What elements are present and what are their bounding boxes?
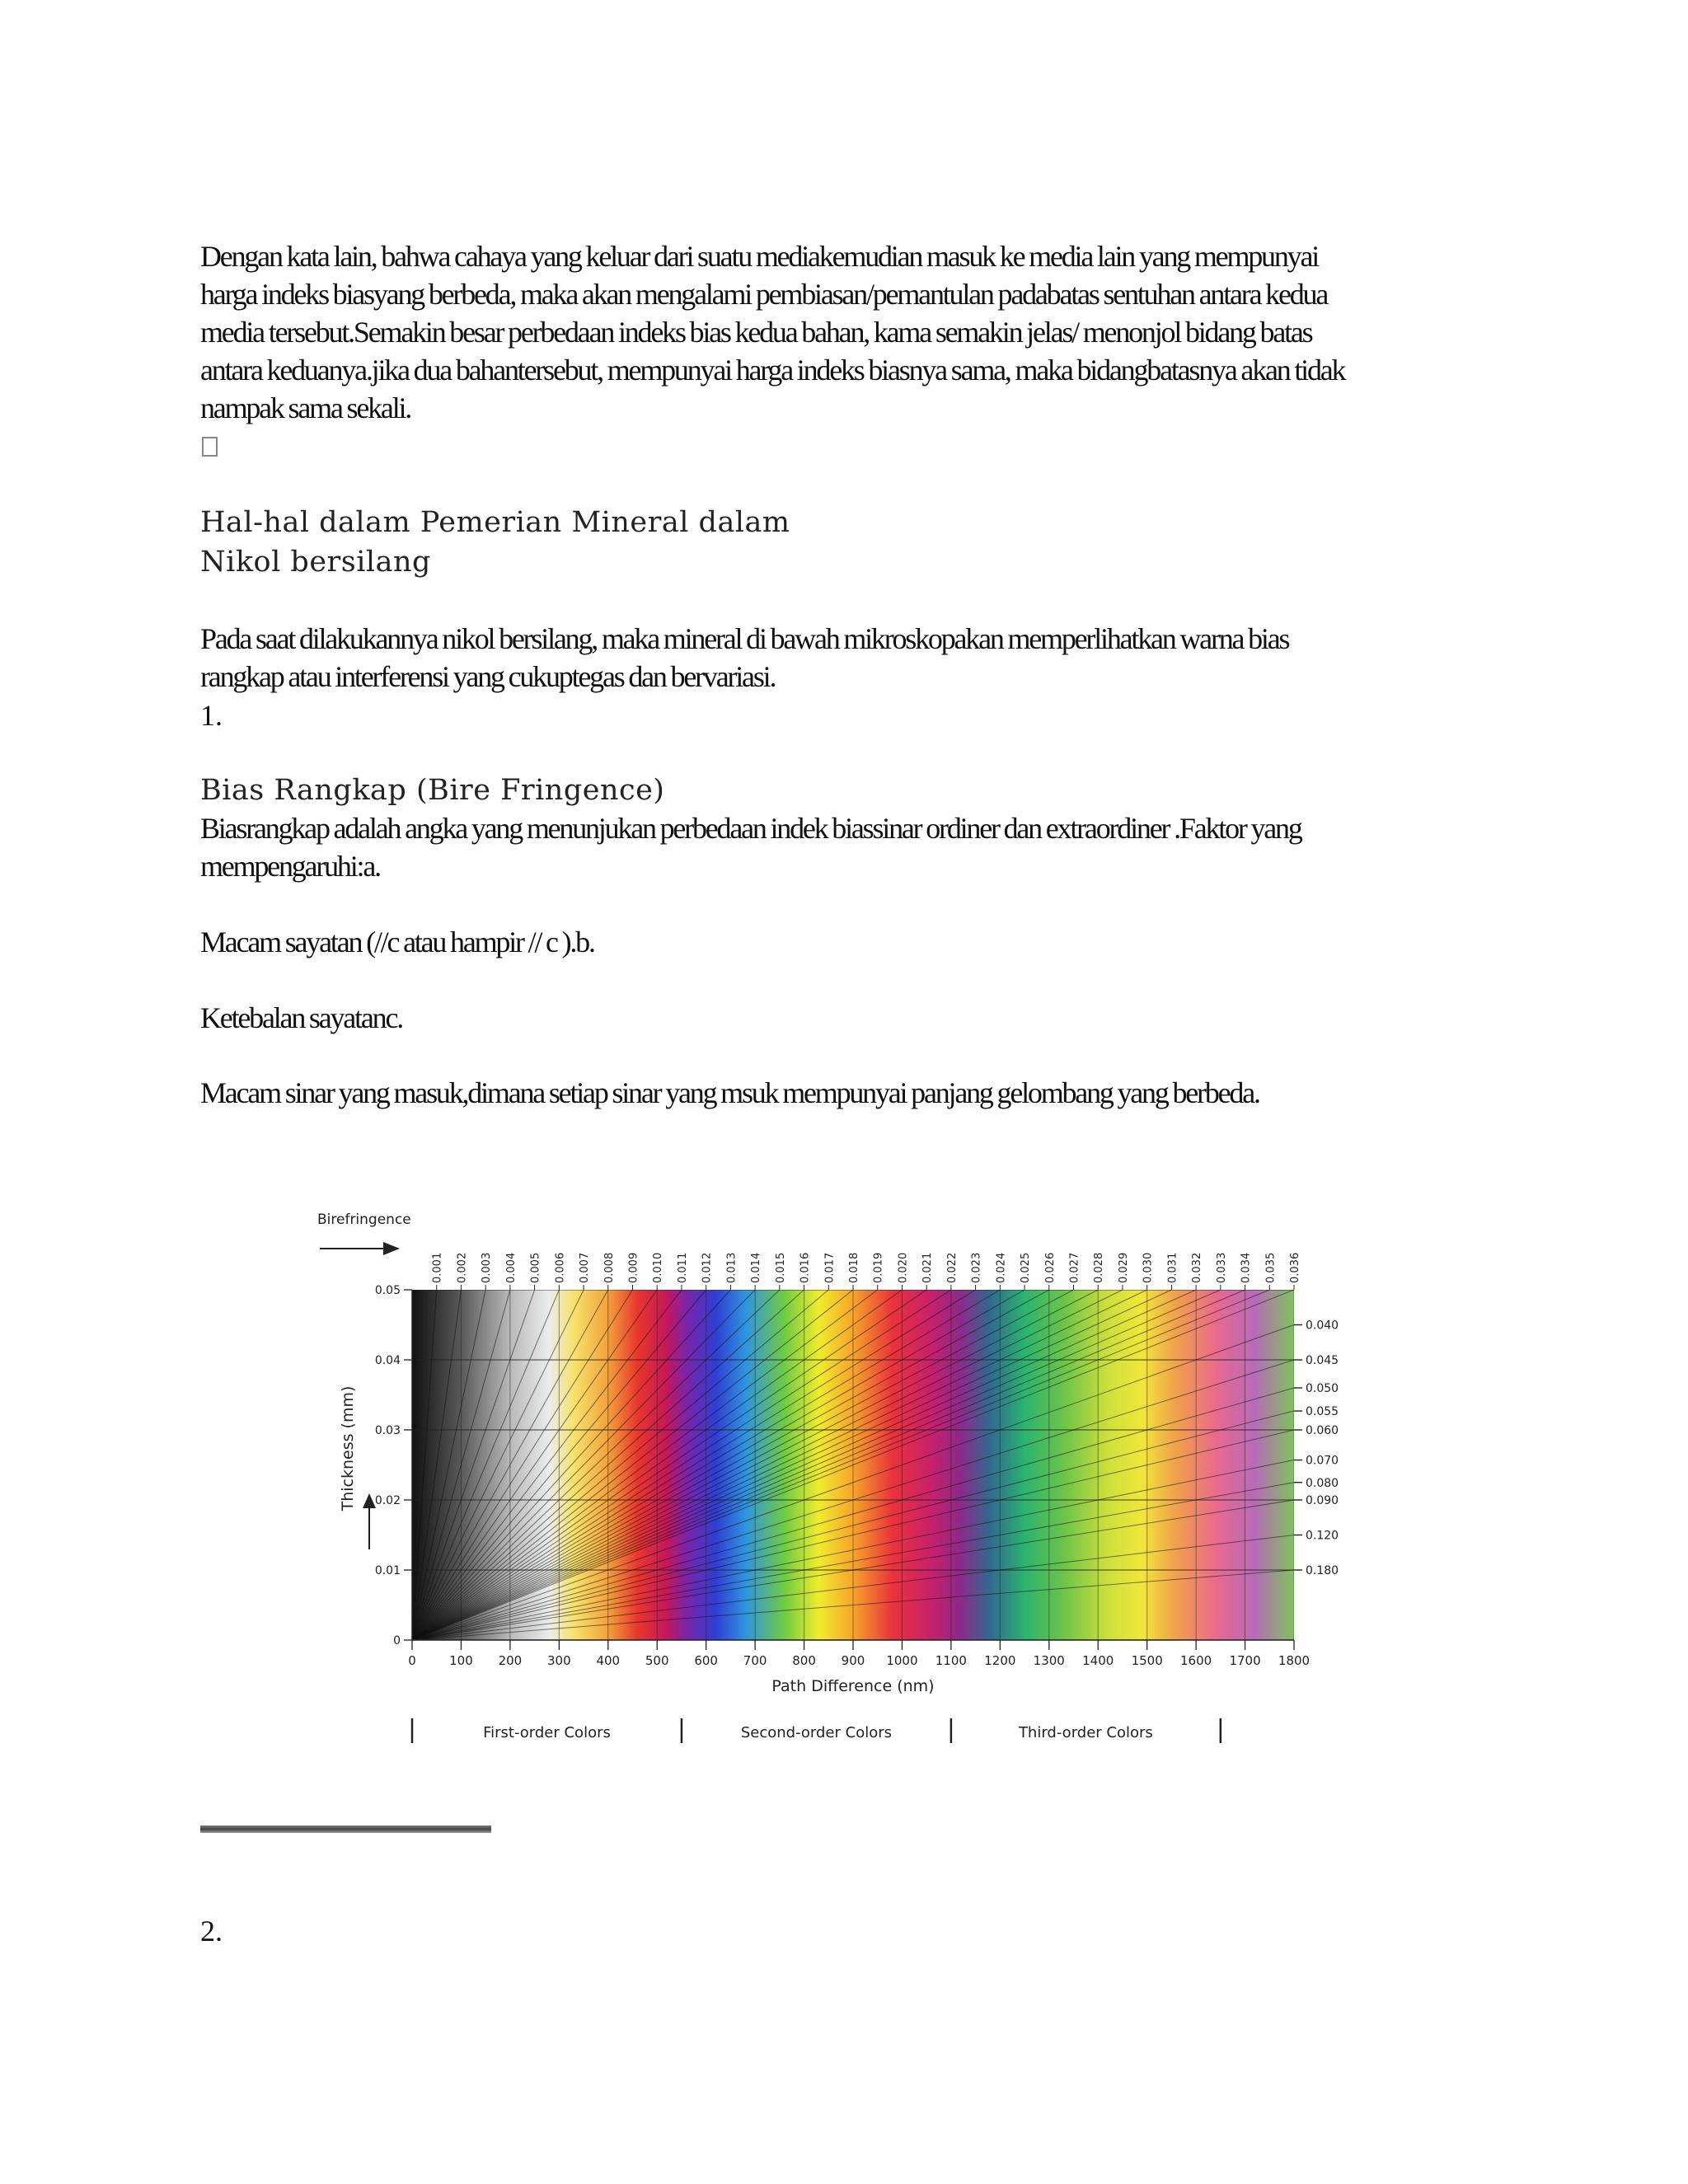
birefringence-top-label: 0.035: [1264, 1252, 1278, 1283]
x-tick-label: 1600: [1180, 1653, 1212, 1668]
birefringence-top-label: 0.001: [431, 1252, 444, 1283]
x-tick-label: 1500: [1131, 1653, 1163, 1668]
birefringence-top-label: 0.023: [970, 1252, 983, 1283]
birefringence-top-label: 0.022: [945, 1252, 959, 1283]
birefringence-top-label: 0.029: [1117, 1252, 1130, 1283]
birefringence-top-label: 0.014: [750, 1252, 763, 1283]
birefringence-right-label: 0.060: [1306, 1424, 1339, 1437]
birefringence-top-label: 0.020: [897, 1252, 910, 1283]
horizontal-rule: [200, 1825, 491, 1833]
x-tick-label: 1000: [886, 1653, 918, 1668]
paragraph-line: antara keduanya.jika dua bahantersebut, mempunyai harga indeks biasnya sama, maka bidangbatasnya akan tidak: [200, 354, 1345, 387]
x-tick-label: 1800: [1278, 1653, 1311, 1668]
y-tick-label: 0.02: [374, 1494, 401, 1507]
paragraph-line: nampak sama sekali.: [200, 391, 411, 424]
x-tick-label: 400: [596, 1653, 621, 1668]
section-heading-birefringence: Bias Rangkap (Bire Fringence): [200, 774, 665, 807]
birefringence-top-label: 0.019: [872, 1252, 885, 1283]
birefringence-top-label: 0.032: [1191, 1252, 1204, 1283]
birefringence-top-label: 0.012: [701, 1252, 714, 1283]
birefringence-top-label: 0.031: [1166, 1252, 1179, 1283]
x-tick-label: 100: [449, 1653, 473, 1668]
birefringence-top-label: 0.021: [921, 1252, 935, 1283]
y-tick-label: 0.04: [374, 1354, 401, 1367]
y-tick-label: 0.05: [374, 1284, 401, 1297]
paragraph-birefringence: [200, 809, 1486, 885]
paragraph-refraction: [200, 237, 1486, 427]
paragraph-factor-cut: Macam sayatan (//c atau hampir // c ).b.: [200, 926, 594, 958]
birefringence-top-label: 0.017: [823, 1252, 837, 1283]
y-tick-label: 0.01: [374, 1564, 401, 1577]
birefringence-top-label: 0.027: [1068, 1252, 1081, 1283]
paragraph-crossed-nicol: [200, 620, 1486, 696]
x-tick-label: 1700: [1229, 1653, 1261, 1668]
paragraph-line: rangkap atau interferensi yang cukuptegas dan bervariasi.: [200, 660, 776, 693]
heading-line: Nikol bersilang: [200, 546, 431, 579]
x-axis-label: Path Difference (nm): [771, 1677, 935, 1695]
birefringence-top-label: 0.011: [676, 1252, 689, 1283]
birefringence-top-label: 0.003: [481, 1252, 494, 1283]
y-axis-label: Thickness (mm): [339, 1385, 357, 1511]
birefringence-top-label: 0.002: [456, 1252, 469, 1283]
birefringence-top-label: 0.013: [725, 1252, 738, 1283]
x-tick-label: 200: [498, 1653, 523, 1668]
birefringence-top-label: 0.033: [1215, 1252, 1228, 1283]
birefringence-title: Birefringence: [317, 1212, 411, 1228]
birefringence-right-label: 0.080: [1306, 1476, 1339, 1490]
birefringence-right-label: 0.040: [1306, 1319, 1339, 1333]
birefringence-top-label: 0.009: [627, 1252, 640, 1283]
paragraph-line: Dengan kata lain, bahwa cahaya yang keluar dari suatu mediakemudian masuk ke media lain yang mempunyai: [200, 240, 1319, 273]
x-tick-label: 600: [694, 1653, 718, 1668]
birefringence-right-label: 0.055: [1306, 1405, 1339, 1419]
birefringence-top-label: 0.005: [529, 1252, 542, 1283]
birefringence-right-label: 0.090: [1306, 1494, 1339, 1507]
x-tick-label: 1300: [1033, 1653, 1065, 1668]
paragraph-line: harga indeks biasyang berbeda, maka akan mengalami pembiasan/pemantulan padabatas sentuhan antara kedua: [200, 278, 1328, 311]
y-tick-label: 0.03: [374, 1424, 401, 1437]
chart-svg: [305, 1137, 1401, 1805]
birefringence-top-label: 0.034: [1240, 1252, 1253, 1283]
x-tick-label: 1100: [935, 1653, 967, 1668]
birefringence-top-label: 0.006: [554, 1252, 567, 1283]
birefringence-top-label: 0.016: [799, 1252, 812, 1283]
birefringence-right-label: 0.070: [1306, 1454, 1339, 1468]
order-label: First-order Colors: [483, 1724, 611, 1741]
x-tick-label: 300: [547, 1653, 571, 1668]
up-arrow-head-icon: [363, 1493, 376, 1508]
birefringence-right-label: 0.120: [1306, 1529, 1339, 1543]
michel-levy-chart: [305, 1137, 1401, 1805]
order-label: Second-order Colors: [740, 1724, 893, 1741]
x-tick-label: 1200: [984, 1653, 1016, 1668]
birefringence-right-label: 0.180: [1306, 1564, 1339, 1577]
birefringence-top-label: 0.024: [995, 1252, 1008, 1283]
right-arrow-head-icon: [383, 1242, 400, 1255]
birefringence-top-label: 0.026: [1043, 1252, 1057, 1283]
x-tick-label: 900: [841, 1653, 865, 1668]
heading-line: Hal-hal dalam Pemerian Mineral dalam: [200, 506, 790, 539]
birefringence-right-label: 0.050: [1306, 1382, 1339, 1395]
birefringence-top-label: 0.036: [1289, 1252, 1301, 1283]
paragraph-factor-light: Macam sinar yang masuk,dimana setiap sinar yang msuk mempunyai panjang gelombang yang berbeda.: [200, 1076, 1259, 1109]
birefringence-top-label: 0.025: [1020, 1252, 1033, 1283]
list-number-2: 2.: [200, 1915, 223, 1947]
birefringence-top-label: 0.004: [504, 1252, 518, 1283]
x-tick-label: 1400: [1082, 1653, 1114, 1668]
list-number-1: 1.: [200, 699, 223, 732]
order-label: Third-order Colors: [1018, 1724, 1153, 1741]
paragraph-line: Pada saat dilakukannya nikol bersilang, maka mineral di bawah mikroskopakan memperlihatkan warna bias: [200, 622, 1289, 655]
x-tick-label: 700: [743, 1653, 767, 1668]
x-tick-label: 0: [408, 1653, 416, 1668]
birefringence-top-label: 0.015: [774, 1252, 787, 1283]
paragraph-line: mempengaruhi:a.: [200, 850, 380, 883]
birefringence-right-label: 0.045: [1306, 1354, 1339, 1367]
paragraph-line: Biasrangkap adalah angka yang menunjukan perbedaan indek biassinar ordiner dan extraordiner .Faktor yang: [200, 812, 1301, 845]
x-tick-label: 500: [645, 1653, 669, 1668]
section-heading-mineral: [200, 503, 1354, 582]
birefringence-top-label: 0.010: [652, 1252, 665, 1283]
birefringence-top-label: 0.018: [848, 1252, 860, 1283]
birefringence-top-label: 0.007: [579, 1252, 592, 1283]
paragraph-line: media tersebut.Semakin besar perbedaan indeks bias kedua bahan, kama semakin jelas/ menonjol bidang batas: [200, 316, 1312, 349]
birefringence-top-label: 0.028: [1093, 1252, 1106, 1283]
birefringence-top-label: 0.008: [603, 1252, 616, 1283]
birefringence-top-label: 0.030: [1142, 1252, 1155, 1283]
missing-glyph-icon: [202, 437, 218, 457]
x-tick-label: 800: [792, 1653, 816, 1668]
y-tick-label: 0: [393, 1634, 401, 1647]
paragraph-factor-thickness: Ketebalan sayatanc.: [200, 1001, 403, 1034]
